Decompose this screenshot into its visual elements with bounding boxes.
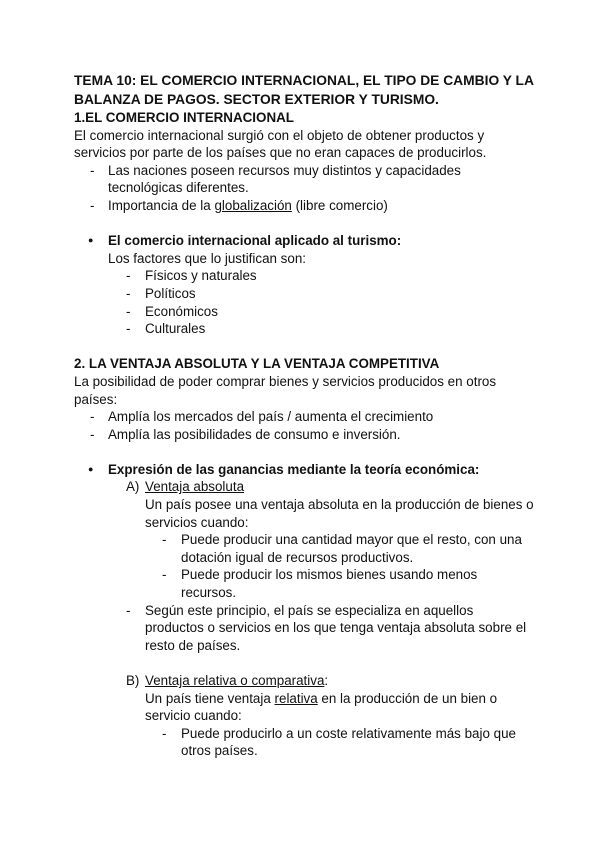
list-item: - Económicos xyxy=(74,303,534,321)
principle-list xyxy=(74,602,534,655)
list-item: - Culturales xyxy=(74,320,534,338)
list-item: - Puede producir una cantidad mayor que el resto, con una dotación igual de recursos productivos. xyxy=(74,531,534,566)
text: en la producción de un bien o servicio cuando: xyxy=(145,690,498,724)
document-page xyxy=(74,72,534,760)
section-1-heading: 1.EL COMERCIO INTERNACIONAL xyxy=(74,110,294,125)
ventaja-relativa-heading xyxy=(74,672,534,690)
globalizacion-link: globalización xyxy=(214,197,292,213)
text: Un país tiene ventaja xyxy=(145,690,275,706)
ventaja-absoluta-heading xyxy=(74,478,534,496)
ventaja-absoluta-text: Un país posee una ventaja absoluta en la producción de bienes o servicios cuando: xyxy=(145,497,534,530)
section-2-list xyxy=(74,408,534,443)
list-item: - Puede producirlo a un coste relativamente más bajo que otros países. xyxy=(74,725,534,760)
ventaja-relativa-list xyxy=(74,725,534,760)
list-item: - Políticos xyxy=(74,285,534,303)
document-title: TEMA 10: EL COMERCIO INTERNACIONAL, EL TIPO DE CAMBIO Y LA BALANZA DE PAGOS. SECTOR EXTERIOR Y TURISMO. xyxy=(74,73,534,107)
section-2-heading: 2. LA VENTAJA ABSOLUTA Y LA VENTAJA COMPETITIVA xyxy=(74,356,440,372)
relativa-underlined: relativa xyxy=(274,690,318,706)
letter-b: B) xyxy=(126,673,140,688)
letter-a: A) xyxy=(126,479,140,495)
ventaja-absoluta-list xyxy=(74,531,534,601)
tourism-bullet: ● El comercio internacional aplicado al turismo: xyxy=(74,232,534,250)
colon: : xyxy=(324,673,329,688)
list-item xyxy=(74,197,534,215)
ventaja-absoluta-label: Ventaja absoluta xyxy=(145,479,245,495)
factors-list xyxy=(74,267,534,337)
list-item-text: Importancia de la xyxy=(108,197,215,213)
section-2-intro: La posibilidad de poder comprar bienes y servicios producidos en otros países: xyxy=(74,373,497,407)
list-item: - Puede producir los mismos bienes usando menos recursos. xyxy=(74,566,534,601)
factors-intro: Los factores que lo justifican son: xyxy=(108,250,306,266)
list-item: - Amplía los mercados del país / aumenta el crecimiento xyxy=(74,408,534,426)
list-item: - Las naciones poseen recursos muy distintos y capacidades tecnológicas diferentes. xyxy=(74,162,534,197)
section-1-list xyxy=(74,162,534,215)
list-item: - Según este principio, el país se especializa en aquellos productos o servicios en los que tenga ventaja absoluta sobre el resto de países. xyxy=(74,602,534,655)
list-item: - Físicos y naturales xyxy=(74,267,534,285)
list-item: - Amplía las posibilidades de consumo e inversión. xyxy=(74,426,534,444)
list-item-text: (libre comercio) xyxy=(291,197,388,213)
ventaja-relativa-text xyxy=(74,690,534,725)
gains-bullet: ● Expresión de las ganancias mediante la teoría económica: xyxy=(74,461,534,479)
ventaja-relativa-label: Ventaja relativa o comparativa xyxy=(145,673,325,688)
section-1-intro: El comercio internacional surgió con el objeto de obtener productos y servicios por parte de los países que no eran capaces de producirlos. xyxy=(74,127,487,161)
